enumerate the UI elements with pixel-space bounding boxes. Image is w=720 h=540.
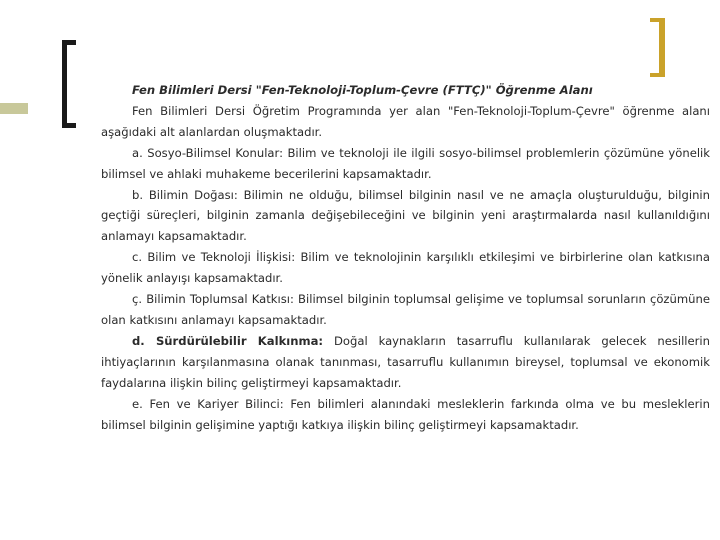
item-text: Fen bilimleri alanındaki mesleklerin farkında olma ve bu mesleklerin bilimsel bilginin gelişimine yaptığı katkıya ilişkin bilinç geliştirmeyi kapsamaktadır. [101, 396, 710, 432]
document-title: Fen Bilimleri Dersi "Fen-Teknoloji-Toplum-Çevre (FTTÇ)" Öğrenme Alanı [132, 83, 593, 97]
item-text: Bilim ve teknoloji ile ilgili sosyo-bilimsel problemlerin çözümüne yönelik bilimsel ve ahlaki muhakeme becerilerini kapsamaktadır. [101, 145, 710, 181]
document-body [101, 80, 710, 435]
item-label: d. Sürdürülebilir Kalkınma: [132, 333, 324, 348]
list-item-b [101, 185, 710, 248]
list-item-d [101, 331, 710, 394]
decorative-left-bar [0, 103, 28, 114]
item-label: c. Bilim ve Teknoloji İlişkisi: [132, 250, 296, 265]
item-text: Bilimsel bilginin toplumsal gelişime ve toplumsal sorunların çözümüne olan katkısını anlamayı kapsamaktadır. [101, 292, 710, 327]
item-label: b. Bilimin Doğası: [132, 187, 238, 202]
list-item-a [101, 143, 710, 185]
decorative-left-bracket [62, 40, 76, 128]
list-item-c-cedilla [101, 289, 710, 331]
item-text: Doğal kaynakların tasarruflu kullanılarak gelecek nesillerin ihtiyaçlarının karşılanmasına olanak tanınması, tasarruflu kullanımın bireysel, toplumsal ve ekonomik faydalarına ilişkin bilinç geliştirmeyi kapsamaktadır. [101, 333, 710, 390]
item-label: ç. Bilimin Toplumsal Katkısı: [132, 292, 294, 307]
decorative-right-bracket [650, 18, 665, 77]
list-item-e [101, 394, 710, 436]
item-text: Bilimin ne olduğu, bilimsel bilginin nasıl ve ne amaçla oluşturulduğu, bilginin geçtiği süreçleri, bilginin zamanla değişebileceğini ve bilginin yeni araştırmalarda nasıl kullanıldığını anlamayı kapsamaktadır. [101, 187, 710, 244]
item-text: Bilim ve teknolojinin karşılıklı etkileşimi ve birbirlerine olan katkısına yönelik anlayışı kapsamaktadır. [101, 250, 711, 286]
item-label: a. Sosyo-Bilimsel Konular: [132, 145, 284, 160]
document-intro: Fen Bilimleri Dersi Öğretim Programında yer alan "Fen-Teknoloji-Toplum-Çevre" öğrenme alanı aşağıdaki alt alanlardan oluşmaktadır. [101, 103, 710, 139]
list-item-c [101, 247, 710, 289]
item-label: e. Fen ve Kariyer Bilinci: [132, 396, 284, 411]
